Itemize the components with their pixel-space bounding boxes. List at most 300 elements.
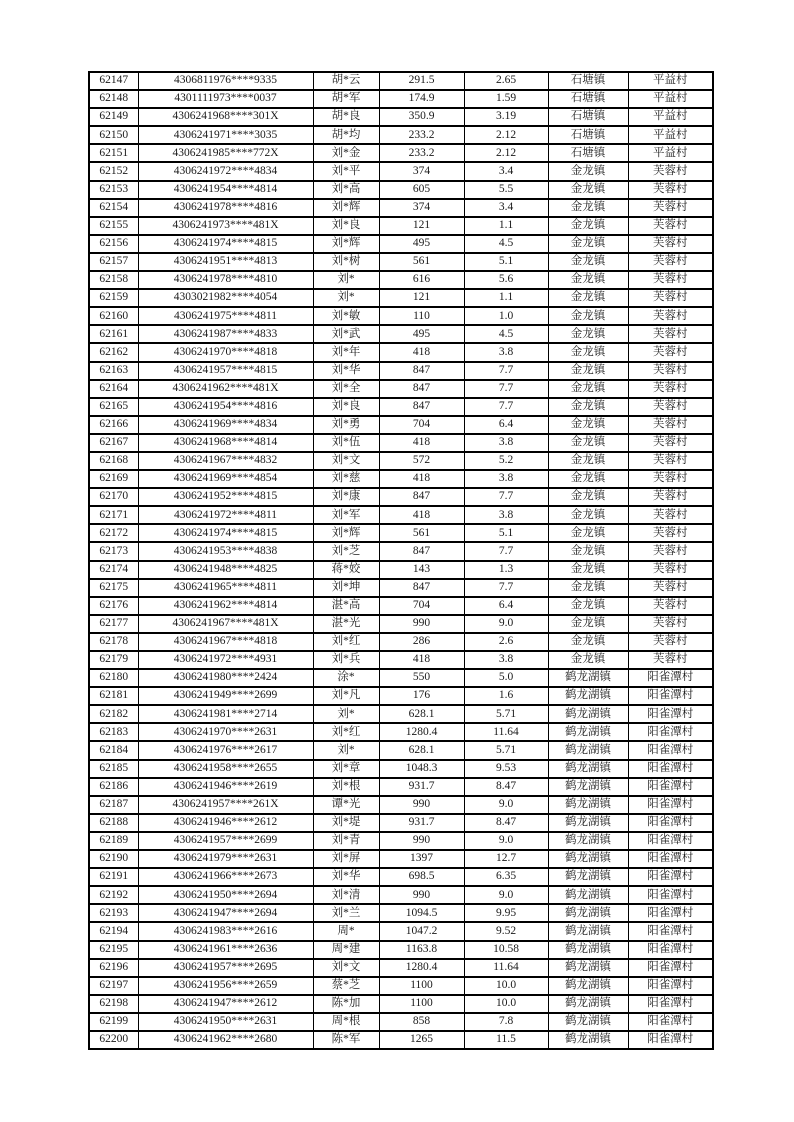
cell-amount: 847 (379, 579, 464, 597)
cell-name: 刘*平 (313, 162, 379, 180)
table-row (89, 904, 713, 922)
cell-rate: 9.52 (464, 922, 548, 940)
table-row (89, 579, 713, 597)
cell-name: 刘*辉 (313, 524, 379, 542)
cell-town: 鹤龙湖镇 (548, 977, 628, 995)
cell-name: 蔡*芝 (313, 977, 379, 995)
cell-name: 刘*伍 (313, 434, 379, 452)
cell-name: 刘*全 (313, 380, 379, 398)
table-row (89, 181, 713, 199)
cell-amount: 616 (379, 271, 464, 289)
cell-name: 刘*敏 (313, 307, 379, 325)
cell-id_number: 4306241948****4825 (138, 561, 313, 579)
cell-id_number: 4306241962****2680 (138, 1031, 313, 1049)
cell-name: 刘*辉 (313, 199, 379, 217)
cell-village: 阳雀潭村 (628, 814, 713, 832)
cell-id_number: 4306241987****4833 (138, 325, 313, 343)
cell-seq: 62154 (89, 199, 138, 217)
cell-town: 鹤龙湖镇 (548, 850, 628, 868)
cell-amount: 1280.4 (379, 723, 464, 741)
table-row (89, 1031, 713, 1049)
cell-name: 刘*勇 (313, 416, 379, 434)
cell-rate: 3.8 (464, 506, 548, 524)
cell-name: 刘*康 (313, 488, 379, 506)
cell-village: 芙蓉村 (628, 416, 713, 434)
cell-town: 石塘镇 (548, 144, 628, 162)
cell-amount: 572 (379, 452, 464, 470)
cell-id_number: 4306241981****2714 (138, 705, 313, 723)
cell-amount: 561 (379, 253, 464, 271)
cell-rate: 1.1 (464, 217, 548, 235)
cell-seq: 62186 (89, 778, 138, 796)
cell-town: 石塘镇 (548, 108, 628, 126)
cell-name: 刘*年 (313, 343, 379, 361)
table-row (89, 108, 713, 126)
cell-town: 鹤龙湖镇 (548, 723, 628, 741)
cell-rate: 7.7 (464, 362, 548, 380)
cell-amount: 990 (379, 615, 464, 633)
table-row (89, 687, 713, 705)
cell-amount: 1163.8 (379, 941, 464, 959)
cell-id_number: 4306241972****4834 (138, 162, 313, 180)
cell-seq: 62195 (89, 941, 138, 959)
cell-village: 芙蓉村 (628, 651, 713, 669)
cell-seq: 62196 (89, 959, 138, 977)
cell-id_number: 4306241973****481X (138, 217, 313, 235)
cell-village: 阳雀潭村 (628, 1031, 713, 1049)
cell-amount: 1094.5 (379, 904, 464, 922)
cell-name: 刘*华 (313, 362, 379, 380)
cell-id_number: 4306241947****2612 (138, 995, 313, 1013)
table-row (89, 253, 713, 271)
cell-town: 鹤龙湖镇 (548, 1013, 628, 1031)
cell-amount: 418 (379, 651, 464, 669)
cell-rate: 2.6 (464, 633, 548, 651)
cell-amount: 495 (379, 325, 464, 343)
cell-village: 芙蓉村 (628, 506, 713, 524)
table-row (89, 398, 713, 416)
cell-id_number: 4306241978****4810 (138, 271, 313, 289)
table-row (89, 217, 713, 235)
cell-village: 阳雀潭村 (628, 778, 713, 796)
cell-amount: 418 (379, 470, 464, 488)
cell-amount: 233.2 (379, 126, 464, 144)
cell-amount: 418 (379, 343, 464, 361)
cell-name: 湛*高 (313, 597, 379, 615)
cell-id_number: 4306241983****2616 (138, 922, 313, 940)
cell-name: 湛*光 (313, 615, 379, 633)
cell-amount: 418 (379, 506, 464, 524)
cell-name: 刘*清 (313, 886, 379, 904)
cell-town: 鹤龙湖镇 (548, 741, 628, 759)
cell-id_number: 4306241952****4815 (138, 488, 313, 506)
cell-seq: 62159 (89, 289, 138, 307)
cell-town: 金龙镇 (548, 325, 628, 343)
cell-rate: 11.5 (464, 1031, 548, 1049)
cell-id_number: 4306241958****2655 (138, 760, 313, 778)
cell-seq: 62183 (89, 723, 138, 741)
cell-town: 鹤龙湖镇 (548, 959, 628, 977)
cell-town: 金龙镇 (548, 307, 628, 325)
cell-name: 刘*慈 (313, 470, 379, 488)
cell-name: 刘*章 (313, 760, 379, 778)
cell-seq: 62170 (89, 488, 138, 506)
cell-amount: 847 (379, 488, 464, 506)
cell-name: 刘*红 (313, 723, 379, 741)
cell-town: 鹤龙湖镇 (548, 922, 628, 940)
cell-rate: 7.7 (464, 542, 548, 560)
cell-id_number: 4306241961****2636 (138, 941, 313, 959)
table-row (89, 452, 713, 470)
cell-village: 阳雀潭村 (628, 760, 713, 778)
cell-village: 芙蓉村 (628, 325, 713, 343)
cell-village: 平益村 (628, 126, 713, 144)
cell-name: 刘*树 (313, 253, 379, 271)
cell-seq: 62192 (89, 886, 138, 904)
table-row (89, 380, 713, 398)
cell-rate: 11.64 (464, 723, 548, 741)
cell-seq: 62157 (89, 253, 138, 271)
cell-seq: 62188 (89, 814, 138, 832)
cell-id_number: 4306241947****2694 (138, 904, 313, 922)
cell-name: 胡*均 (313, 126, 379, 144)
cell-amount: 233.2 (379, 144, 464, 162)
cell-town: 金龙镇 (548, 434, 628, 452)
cell-amount: 418 (379, 434, 464, 452)
table-row (89, 669, 713, 687)
cell-town: 鹤龙湖镇 (548, 669, 628, 687)
cell-town: 金龙镇 (548, 561, 628, 579)
cell-rate: 8.47 (464, 814, 548, 832)
cell-id_number: 4306241972****4931 (138, 651, 313, 669)
cell-id_number: 4306811976****9335 (138, 72, 313, 90)
cell-town: 石塘镇 (548, 90, 628, 108)
cell-name: 刘*军 (313, 506, 379, 524)
cell-id_number: 4306241975****4811 (138, 307, 313, 325)
cell-seq: 62155 (89, 217, 138, 235)
cell-amount: 550 (379, 669, 464, 687)
cell-amount: 931.7 (379, 778, 464, 796)
cell-village: 芙蓉村 (628, 235, 713, 253)
cell-amount: 847 (379, 380, 464, 398)
cell-town: 金龙镇 (548, 343, 628, 361)
cell-rate: 2.65 (464, 72, 548, 90)
cell-id_number: 4306241953****4838 (138, 542, 313, 560)
cell-village: 平益村 (628, 72, 713, 90)
cell-seq: 62181 (89, 687, 138, 705)
cell-rate: 1.3 (464, 561, 548, 579)
cell-amount: 1100 (379, 977, 464, 995)
cell-amount: 605 (379, 181, 464, 199)
cell-village: 芙蓉村 (628, 343, 713, 361)
cell-amount: 990 (379, 886, 464, 904)
table-row (89, 235, 713, 253)
table-row (89, 941, 713, 959)
table-row (89, 307, 713, 325)
cell-name: 刘*兵 (313, 651, 379, 669)
cell-rate: 9.0 (464, 796, 548, 814)
cell-name: 胡*云 (313, 72, 379, 90)
cell-id_number: 4306241978****4816 (138, 199, 313, 217)
cell-rate: 9.0 (464, 832, 548, 850)
cell-id_number: 4306241969****4854 (138, 470, 313, 488)
cell-town: 鹤龙湖镇 (548, 995, 628, 1013)
cell-rate: 1.1 (464, 289, 548, 307)
cell-town: 鹤龙湖镇 (548, 796, 628, 814)
cell-town: 金龙镇 (548, 235, 628, 253)
cell-id_number: 4306241969****4834 (138, 416, 313, 434)
cell-amount: 121 (379, 289, 464, 307)
cell-amount: 1397 (379, 850, 464, 868)
cell-village: 阳雀潭村 (628, 977, 713, 995)
cell-rate: 5.1 (464, 524, 548, 542)
cell-town: 金龙镇 (548, 199, 628, 217)
cell-amount: 1100 (379, 995, 464, 1013)
cell-rate: 4.5 (464, 235, 548, 253)
cell-id_number: 4306241965****4811 (138, 579, 313, 597)
cell-id_number: 4306241950****2631 (138, 1013, 313, 1031)
cell-town: 鹤龙湖镇 (548, 814, 628, 832)
table-row (89, 144, 713, 162)
cell-seq: 62179 (89, 651, 138, 669)
cell-village: 阳雀潭村 (628, 705, 713, 723)
cell-name: 周*根 (313, 1013, 379, 1031)
cell-amount: 847 (379, 542, 464, 560)
table-row (89, 524, 713, 542)
cell-town: 金龙镇 (548, 452, 628, 470)
cell-name: 胡*军 (313, 90, 379, 108)
cell-seq: 62165 (89, 398, 138, 416)
cell-name: 刘*红 (313, 633, 379, 651)
cell-rate: 5.71 (464, 741, 548, 759)
cell-village: 阳雀潭村 (628, 832, 713, 850)
cell-rate: 1.59 (464, 90, 548, 108)
cell-town: 金龙镇 (548, 488, 628, 506)
cell-seq: 62156 (89, 235, 138, 253)
cell-rate: 8.47 (464, 778, 548, 796)
cell-town: 金龙镇 (548, 579, 628, 597)
cell-id_number: 4306241980****2424 (138, 669, 313, 687)
cell-town: 鹤龙湖镇 (548, 886, 628, 904)
cell-name: 刘*文 (313, 959, 379, 977)
table-row (89, 126, 713, 144)
cell-amount: 847 (379, 398, 464, 416)
cell-rate: 7.7 (464, 488, 548, 506)
cell-seq: 62163 (89, 362, 138, 380)
cell-rate: 11.64 (464, 959, 548, 977)
table-row (89, 922, 713, 940)
cell-rate: 9.0 (464, 615, 548, 633)
table-row (89, 633, 713, 651)
cell-id_number: 4306241962****4814 (138, 597, 313, 615)
cell-rate: 12.7 (464, 850, 548, 868)
table-row (89, 542, 713, 560)
cell-name: 陈*军 (313, 1031, 379, 1049)
cell-rate: 6.35 (464, 868, 548, 886)
cell-seq: 62164 (89, 380, 138, 398)
cell-village: 阳雀潭村 (628, 723, 713, 741)
table-row (89, 434, 713, 452)
cell-id_number: 4306241968****4814 (138, 434, 313, 452)
cell-id_number: 4306241968****301X (138, 108, 313, 126)
cell-rate: 10.0 (464, 995, 548, 1013)
cell-village: 芙蓉村 (628, 542, 713, 560)
cell-amount: 110 (379, 307, 464, 325)
cell-village: 平益村 (628, 144, 713, 162)
cell-seq: 62199 (89, 1013, 138, 1031)
table-row (89, 289, 713, 307)
table-row (89, 506, 713, 524)
cell-village: 阳雀潭村 (628, 669, 713, 687)
cell-id_number: 4306241967****4818 (138, 633, 313, 651)
cell-seq: 62173 (89, 542, 138, 560)
cell-rate: 4.5 (464, 325, 548, 343)
cell-amount: 990 (379, 796, 464, 814)
cell-name: 涂* (313, 669, 379, 687)
cell-amount: 495 (379, 235, 464, 253)
cell-village: 芙蓉村 (628, 307, 713, 325)
cell-seq: 62161 (89, 325, 138, 343)
cell-seq: 62150 (89, 126, 138, 144)
cell-name: 刘* (313, 705, 379, 723)
cell-village: 芙蓉村 (628, 217, 713, 235)
cell-name: 刘*青 (313, 832, 379, 850)
cell-town: 金龙镇 (548, 271, 628, 289)
cell-town: 金龙镇 (548, 506, 628, 524)
cell-rate: 5.71 (464, 705, 548, 723)
cell-amount: 121 (379, 217, 464, 235)
cell-village: 阳雀潭村 (628, 687, 713, 705)
cell-village: 芙蓉村 (628, 162, 713, 180)
cell-town: 石塘镇 (548, 126, 628, 144)
cell-town: 金龙镇 (548, 470, 628, 488)
cell-village: 芙蓉村 (628, 488, 713, 506)
cell-id_number: 4306241974****4815 (138, 524, 313, 542)
table-row (89, 597, 713, 615)
cell-id_number: 4306241949****2699 (138, 687, 313, 705)
cell-village: 芙蓉村 (628, 524, 713, 542)
cell-village: 阳雀潭村 (628, 850, 713, 868)
cell-town: 金龙镇 (548, 524, 628, 542)
cell-seq: 62193 (89, 904, 138, 922)
cell-rate: 3.4 (464, 162, 548, 180)
cell-town: 鹤龙湖镇 (548, 705, 628, 723)
cell-amount: 143 (379, 561, 464, 579)
cell-village: 芙蓉村 (628, 470, 713, 488)
cell-id_number: 4306241979****2631 (138, 850, 313, 868)
cell-town: 金龙镇 (548, 181, 628, 199)
cell-rate: 3.8 (464, 470, 548, 488)
cell-village: 芙蓉村 (628, 271, 713, 289)
table-row (89, 362, 713, 380)
cell-town: 金龙镇 (548, 289, 628, 307)
cell-name: 刘*金 (313, 144, 379, 162)
cell-village: 阳雀潭村 (628, 886, 713, 904)
cell-name: 胡*良 (313, 108, 379, 126)
table-row (89, 72, 713, 90)
cell-rate: 5.5 (464, 181, 548, 199)
cell-town: 金龙镇 (548, 633, 628, 651)
cell-name: 刘*堤 (313, 814, 379, 832)
cell-amount: 990 (379, 832, 464, 850)
table-row (89, 995, 713, 1013)
cell-amount: 291.5 (379, 72, 464, 90)
table-row (89, 488, 713, 506)
cell-village: 阳雀潭村 (628, 922, 713, 940)
table-row (89, 325, 713, 343)
cell-seq: 62174 (89, 561, 138, 579)
cell-name: 刘* (313, 271, 379, 289)
cell-rate: 7.7 (464, 398, 548, 416)
table-row (89, 615, 713, 633)
cell-seq: 62149 (89, 108, 138, 126)
table-row (89, 561, 713, 579)
cell-rate: 5.2 (464, 452, 548, 470)
cell-id_number: 4306241957****2695 (138, 959, 313, 977)
cell-id_number: 4306241971****3035 (138, 126, 313, 144)
cell-town: 金龙镇 (548, 542, 628, 560)
cell-town: 金龙镇 (548, 253, 628, 271)
cell-amount: 698.5 (379, 868, 464, 886)
cell-id_number: 4301111973****0037 (138, 90, 313, 108)
cell-rate: 5.6 (464, 271, 548, 289)
cell-town: 鹤龙湖镇 (548, 687, 628, 705)
cell-amount: 350.9 (379, 108, 464, 126)
table-row (89, 814, 713, 832)
cell-seq: 62162 (89, 343, 138, 361)
cell-amount: 176 (379, 687, 464, 705)
cell-id_number: 4306241972****4811 (138, 506, 313, 524)
table-row (89, 1013, 713, 1031)
cell-id_number: 4306241957****4815 (138, 362, 313, 380)
cell-village: 阳雀潭村 (628, 1013, 713, 1031)
cell-village: 阳雀潭村 (628, 796, 713, 814)
table-row (89, 760, 713, 778)
cell-rate: 1.0 (464, 307, 548, 325)
cell-name: 刘*华 (313, 868, 379, 886)
cell-id_number: 4306241967****481X (138, 615, 313, 633)
cell-seq: 62187 (89, 796, 138, 814)
table-row (89, 850, 713, 868)
cell-name: 刘*武 (313, 325, 379, 343)
cell-id_number: 4306241957****2699 (138, 832, 313, 850)
cell-village: 芙蓉村 (628, 597, 713, 615)
cell-seq: 62171 (89, 506, 138, 524)
cell-name: 刘*兰 (313, 904, 379, 922)
table-row (89, 705, 713, 723)
cell-seq: 62178 (89, 633, 138, 651)
cell-seq: 62160 (89, 307, 138, 325)
table-row (89, 959, 713, 977)
cell-seq: 62198 (89, 995, 138, 1013)
cell-town: 鹤龙湖镇 (548, 1031, 628, 1049)
table-row (89, 162, 713, 180)
cell-seq: 62176 (89, 597, 138, 615)
cell-town: 金龙镇 (548, 162, 628, 180)
cell-id_number: 4306241956****2659 (138, 977, 313, 995)
table-row (89, 90, 713, 108)
cell-rate: 9.53 (464, 760, 548, 778)
cell-rate: 3.19 (464, 108, 548, 126)
cell-seq: 62189 (89, 832, 138, 850)
cell-rate: 6.4 (464, 416, 548, 434)
cell-village: 芙蓉村 (628, 452, 713, 470)
cell-village: 芙蓉村 (628, 362, 713, 380)
cell-seq: 62169 (89, 470, 138, 488)
cell-amount: 704 (379, 416, 464, 434)
cell-id_number: 4306241954****4814 (138, 181, 313, 199)
cell-name: 刘*良 (313, 398, 379, 416)
